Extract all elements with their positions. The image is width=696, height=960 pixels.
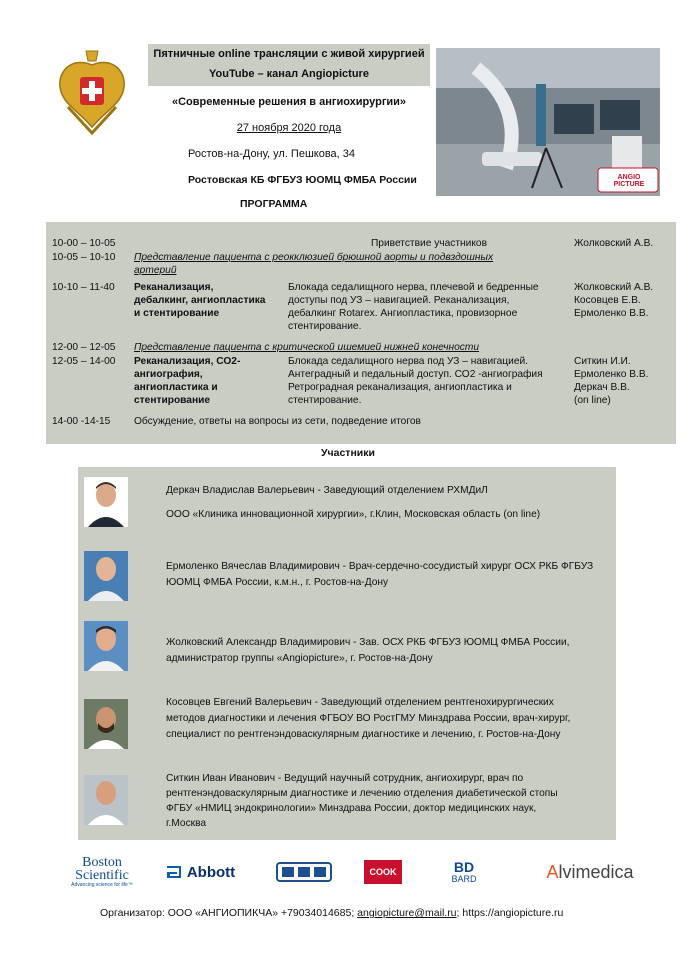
organizer-text: Организатор: ООО «АНГИОПИКЧА» +79034014685; <box>100 907 358 919</box>
conference-address: Ростов-на-Дону, ул. Пешкова, 34 <box>188 148 356 160</box>
broadcast-title: Пятничные online трансляции с живой хирургией <box>153 48 425 60</box>
coat-of-arms-emblem <box>46 47 138 139</box>
avatar <box>84 551 128 601</box>
program-description: Блокада седалищного нерва, плечевой и бедренные <box>288 282 539 293</box>
patient-presentation: Представление пациента с реокклюзией брюшной аорты и подвздошных <box>134 252 494 263</box>
program-speaker: Ситкин И.И. <box>574 356 631 367</box>
abbott-text: Abbott <box>186 863 236 881</box>
program-topic: Реканализация, СО2- <box>134 356 241 367</box>
program-time: 14-00 -14-15 <box>52 416 111 427</box>
participant-name: Ситкин Иван Иванович - Ведущий научный сотрудник, ангиохирург, врач по <box>166 773 524 784</box>
program-speaker: Ермоленко В.В. <box>574 308 649 319</box>
program-time: 12-05 – 14-00 <box>52 356 116 367</box>
program-description: стентирование. <box>288 321 362 332</box>
alvimedica-a: A <box>546 861 559 882</box>
participant-affiliation: специалист по рентгенэндоваскулярным диагностике и лечению, г. Ростов-на-Дону <box>166 729 561 740</box>
program-speaker: Деркач В.В. <box>574 382 630 393</box>
bard-text: BARD <box>451 874 477 884</box>
participant-name: Косовцев Евгений Валерьевич - Заведующий отделением рентгенохирургических <box>166 697 554 708</box>
participant-affiliation: методов диагностики и лечения ФГБОУ ВО РостГМУ Минздрава России, врач-хирург, <box>166 713 571 724</box>
participant-affiliation: рентгенэндоваскулярным диагностике и лечению отделения диабетической стопы <box>166 788 558 799</box>
program-description: Блокада седалищного нерва под УЗ – навигацией. <box>288 356 529 367</box>
program-description: доступы под УЗ – навигацией. Реканализация, <box>288 295 510 306</box>
participant-name: Ермоленко Вячеслав Владимирович - Врач-сердечно-сосудистый хирург ОСХ РКБ ФГБУЗ <box>166 561 594 572</box>
patient-presentation: Представление пациента с критической ишемией нижней конечности <box>134 342 480 353</box>
patient-presentation-cont: артерий <box>134 265 177 276</box>
participant-affiliation: ООО «Клиника инновационной хирургии», г.Клин, Московская область (on line) <box>166 509 541 520</box>
participants-panel <box>78 467 616 840</box>
alvimedica-text: lvimedica <box>558 861 634 882</box>
program-time: 10-00 – 10-05 <box>52 238 116 249</box>
participants-heading: Участники <box>321 447 375 459</box>
program-description: Ретроградная реканализация, ангиопластика и <box>288 382 512 393</box>
program-time: 10-10 – 11-40 <box>52 282 115 293</box>
participant-name: Жолковский Александр Владимирович - Зав. ОСХ РКБ ФГБУЗ ЮОМЦ ФМБА России, <box>166 637 570 648</box>
header-band <box>148 44 430 86</box>
organizer-website[interactable]: ; https://angiopicture.ru <box>456 907 564 919</box>
participant-affiliation: г.Москва <box>166 818 207 829</box>
program-topic: дебалкинг, ангиопластика <box>134 295 266 306</box>
cook-text: COOK <box>369 867 397 877</box>
boston-text: Boston <box>82 855 122 870</box>
program-description: дебалкинг Rotarex. Ангиопластика, провизорное <box>288 308 518 319</box>
abbott-logo <box>160 855 240 889</box>
youtube-channel: YouTube – канал Angiopicture <box>209 68 369 80</box>
avatar <box>84 699 128 749</box>
conference-title: «Современные решения в ангиохирургии» <box>171 96 407 108</box>
boston-tagline: Advancing science for life™ <box>71 882 133 888</box>
program-speaker: (on line) <box>574 395 611 406</box>
angiopicture-photo-logo: ANGIO PICTURE <box>613 174 645 188</box>
program-description: Антеградный и педальный доступ. СО2 -ангиография <box>288 369 543 380</box>
participant-affiliation: администратор группы «Angiopicture», г. Ростов-на-Дону <box>166 653 433 664</box>
conference-organization: Ростовская КБ ФГБУЗ ЮОМЦ ФМБА России <box>188 174 417 186</box>
boston-scientific-logo <box>64 855 140 889</box>
alvimedica-logo <box>524 855 656 889</box>
program-description: стентирование. <box>288 395 362 406</box>
abbott-mark-icon <box>165 864 183 880</box>
bd-bard-logo <box>440 855 488 889</box>
scientific-text: Scientific <box>75 868 129 883</box>
conference-date: 27 ноября 2020 года <box>236 122 342 134</box>
participant-name: Деркач Владислав Валерьевич - Заведующий отделением РХМДиЛ <box>166 485 488 496</box>
program-speaker: Ермоленко В.В. <box>574 369 649 380</box>
bd-text: BD <box>453 859 475 875</box>
medical-brand-logo <box>275 855 333 889</box>
program-speaker: Косовцев Е.В. <box>574 295 641 306</box>
program-time: 12-00 – 12-05 <box>52 342 116 353</box>
program-topic: Реканализация, <box>134 282 214 293</box>
participant-affiliation: ФГБУ «НМИЦ эндокринологии» Минздрава России, доктор медицинских наук, <box>166 803 537 814</box>
avatar <box>84 621 128 671</box>
avatar <box>84 775 128 825</box>
program-topic: ангиография, <box>134 369 203 380</box>
organizer-email-link[interactable]: angiopicture@mail.ru <box>357 907 457 919</box>
program-topic: ангиопластика и <box>134 382 218 393</box>
program-topic: и стентирование <box>134 308 220 319</box>
avatar <box>84 477 128 527</box>
participant-affiliation: ЮОМЦ ФМБА России, к.м.н., г. Ростов-на-Дону <box>166 577 389 588</box>
brand-mark-icon <box>276 862 332 882</box>
cook-medical-logo <box>364 860 402 884</box>
discussion-item: Обсуждение, ответы на вопросы из сети, подведение итогов <box>134 416 421 427</box>
organizer-line <box>100 907 563 919</box>
program-topic: стентирование <box>134 395 211 406</box>
program-heading: ПРОГРАММА <box>240 198 308 210</box>
program-table <box>46 222 676 444</box>
operating-room-photo <box>436 48 660 196</box>
program-speaker: Жолковский А.В. <box>574 238 654 249</box>
program-item: Приветствие участников <box>370 238 487 249</box>
program-speaker: Жолковский А.В. <box>574 282 654 293</box>
program-time: 10-05 – 10-10 <box>52 252 116 263</box>
